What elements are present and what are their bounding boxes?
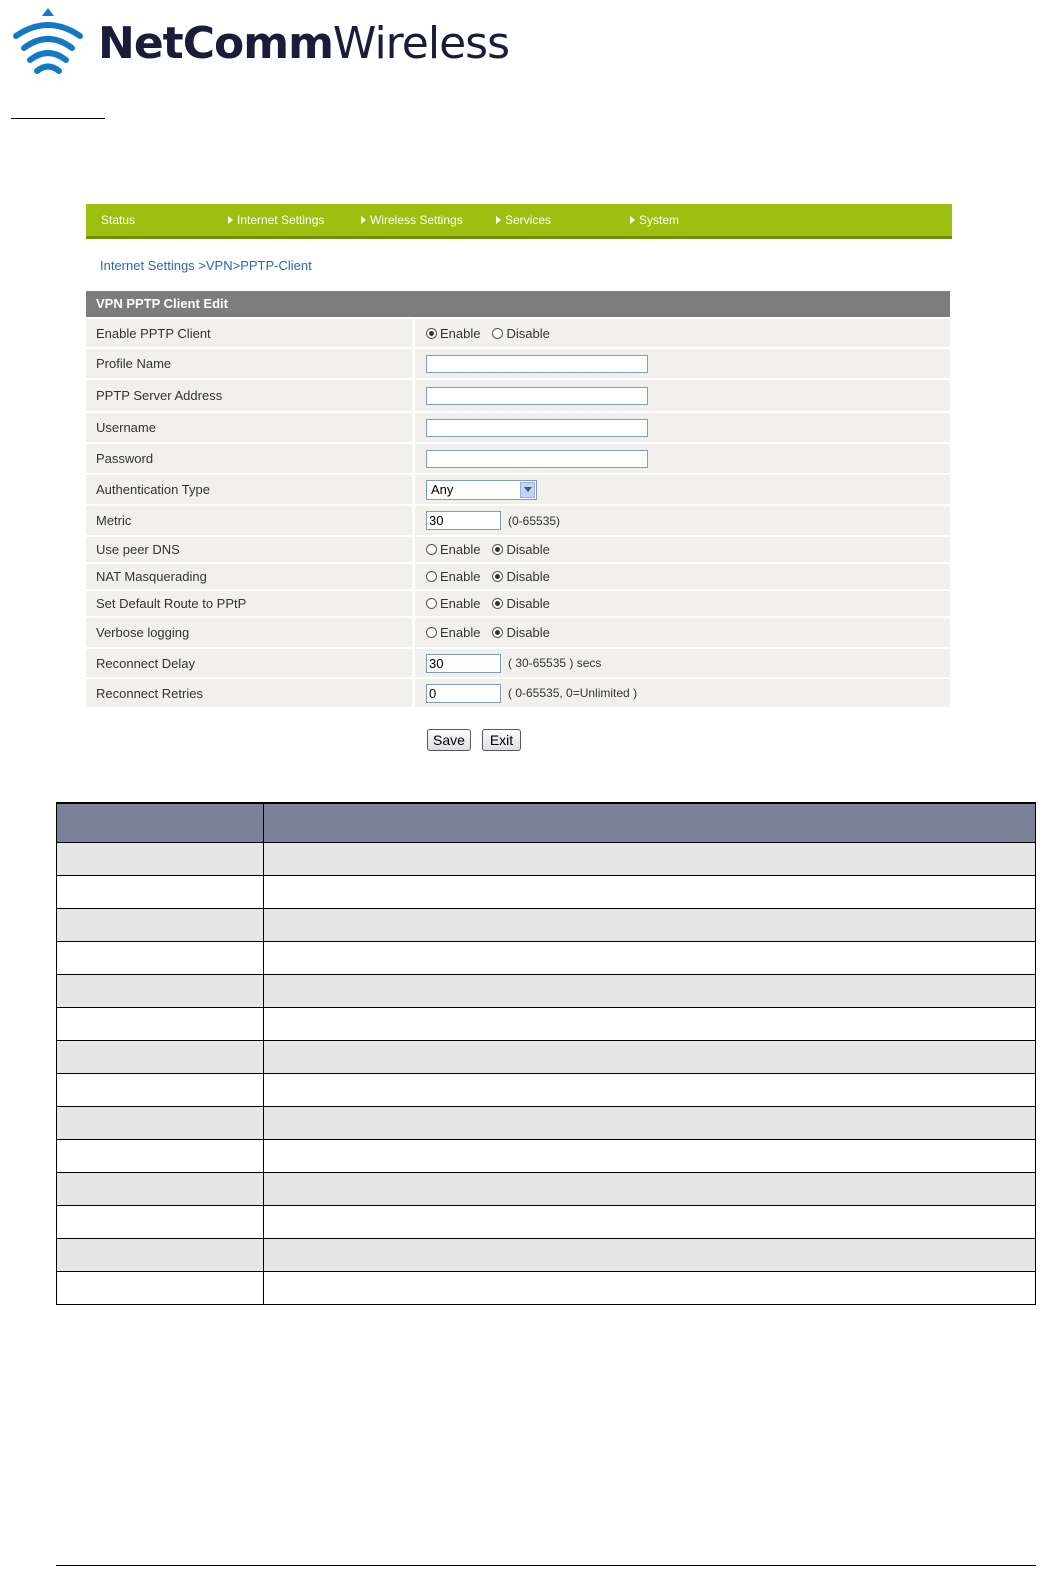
table-row	[57, 1007, 1035, 1040]
row-authentication-type	[86, 475, 950, 504]
field-value	[415, 506, 950, 535]
nav-item-services[interactable]	[496, 213, 551, 227]
disable-radio[interactable]	[492, 571, 503, 582]
disable-radio[interactable]	[492, 598, 503, 609]
table-row	[57, 1238, 1035, 1271]
enable-label: Enable	[440, 625, 481, 640]
field-value	[415, 591, 950, 616]
caret-right-icon	[361, 216, 366, 224]
disable-label: Disable	[506, 542, 550, 557]
table-row	[57, 908, 1035, 941]
metric-hint: (0-65535)	[508, 513, 561, 528]
field-label: Enable PPTP Client	[96, 325, 211, 341]
disable-label: Disable	[506, 569, 550, 584]
reconnect-delay-hint: ( 30-65535 ) secs	[508, 656, 602, 670]
table-row	[57, 1271, 1035, 1304]
nav-item-system[interactable]	[630, 213, 679, 227]
wifi-icon	[10, 8, 86, 78]
field-label: Reconnect Retries	[96, 685, 203, 701]
exit-button[interactable]: Exit	[482, 729, 521, 751]
table-row	[57, 842, 1035, 875]
field-value	[415, 444, 950, 473]
caret-right-icon	[228, 216, 233, 224]
disable-radio[interactable]	[492, 328, 503, 339]
router-ui-screenshot	[86, 204, 952, 748]
nav-label: Status	[101, 213, 136, 227]
username-input[interactable]	[426, 419, 648, 437]
enable-radio[interactable]	[426, 544, 437, 555]
nav-item-internet-settings[interactable]	[228, 213, 324, 227]
field-label: Profile Name	[96, 356, 172, 371]
profile-name-input[interactable]	[426, 355, 648, 373]
nav-label: System	[639, 213, 680, 227]
field-label: Metric	[96, 513, 132, 528]
auth-type-select[interactable]	[426, 480, 537, 500]
logo-brand-bold: NetComm	[98, 18, 333, 69]
disable-radio[interactable]	[492, 544, 503, 555]
panel-title: VPN PPTP Client Edit	[86, 291, 950, 317]
row-use-peer-dns	[86, 537, 950, 562]
disable-label: Disable	[506, 596, 550, 611]
table-row	[57, 875, 1035, 908]
breadcrumb[interactable]: Internet Settings >VPN>PPTP-Client	[100, 258, 312, 273]
description-table	[56, 802, 1036, 1305]
field-label: Verbose logging	[96, 625, 190, 640]
field-value	[415, 537, 950, 562]
field-value	[415, 618, 950, 647]
nav-label: Services	[505, 213, 552, 227]
field-label: Authentication Type	[96, 482, 210, 497]
reconnect-retries-hint: ( 0-65535, 0=Unlimited )	[508, 686, 638, 700]
enable-label: Enable	[440, 569, 481, 584]
row-nat-masquerading	[86, 564, 950, 589]
row-reconnect-delay	[86, 649, 950, 677]
enable-radio[interactable]	[426, 328, 437, 339]
caret-right-icon	[496, 216, 501, 224]
row-password	[86, 444, 950, 473]
table-header	[57, 804, 1035, 842]
field-value	[415, 649, 950, 677]
field-label: PPTP Server Address	[96, 388, 223, 403]
table-row	[57, 974, 1035, 1007]
disable-label: Disable	[506, 625, 550, 640]
table-row	[57, 1040, 1035, 1073]
field-value	[415, 349, 950, 378]
row-metric	[86, 506, 950, 535]
row-default-route	[86, 591, 950, 616]
row-pptp-server-address	[86, 380, 950, 411]
password-input[interactable]	[426, 450, 648, 468]
field-value	[415, 380, 950, 411]
enable-radio[interactable]	[426, 571, 437, 582]
enable-label: Enable	[440, 325, 481, 341]
metric-input[interactable]: 30	[426, 511, 501, 530]
field-value	[415, 564, 950, 589]
auth-type-value: Any	[431, 481, 454, 497]
row-profile-name	[86, 349, 950, 378]
logo-brand-light: Wireless	[332, 18, 510, 69]
table-row	[57, 941, 1035, 974]
row-reconnect-retries	[86, 679, 950, 707]
reconnect-retries-input[interactable]: 0	[426, 684, 501, 703]
footer-rule	[56, 1565, 1036, 1566]
chevron-down-icon[interactable]	[520, 482, 535, 498]
field-label: Username	[96, 420, 156, 435]
disable-radio[interactable]	[492, 627, 503, 638]
logo-wordmark	[98, 18, 510, 69]
row-username	[86, 413, 950, 442]
caret-right-icon	[630, 216, 635, 224]
field-value	[415, 679, 950, 707]
field-label: Set Default Route to PPtP	[96, 596, 247, 611]
field-value	[415, 319, 950, 347]
field-label: NAT Masquerading	[96, 569, 207, 584]
nav-item-wireless-settings[interactable]	[361, 213, 463, 227]
table-row	[57, 1106, 1035, 1139]
enable-radio[interactable]	[426, 627, 437, 638]
field-value	[415, 475, 950, 504]
row-verbose-logging	[86, 618, 950, 647]
table-row	[57, 1139, 1035, 1172]
nav-label: Wireless Settings	[370, 213, 463, 227]
netcomm-logo	[10, 8, 510, 78]
enable-label: Enable	[440, 596, 481, 611]
field-label: Reconnect Delay	[96, 655, 195, 671]
header-rule	[11, 118, 105, 119]
table-row	[57, 1073, 1035, 1106]
table-row	[57, 1205, 1035, 1238]
nav-label: Internet Settings	[237, 213, 325, 227]
save-button[interactable]: Save	[427, 729, 471, 751]
field-label: Use peer DNS	[96, 542, 180, 557]
enable-label: Enable	[440, 542, 481, 557]
table-row	[57, 1172, 1035, 1205]
reconnect-delay-input[interactable]: 30	[426, 654, 501, 673]
nav-item-status[interactable]	[101, 213, 135, 227]
server-address-input[interactable]	[426, 387, 648, 405]
field-label: Password	[96, 451, 154, 466]
enable-radio[interactable]	[426, 598, 437, 609]
row-enable-pptp-client	[86, 319, 950, 347]
top-nav	[86, 204, 952, 239]
field-value	[415, 413, 950, 442]
disable-label: Disable	[506, 325, 550, 341]
